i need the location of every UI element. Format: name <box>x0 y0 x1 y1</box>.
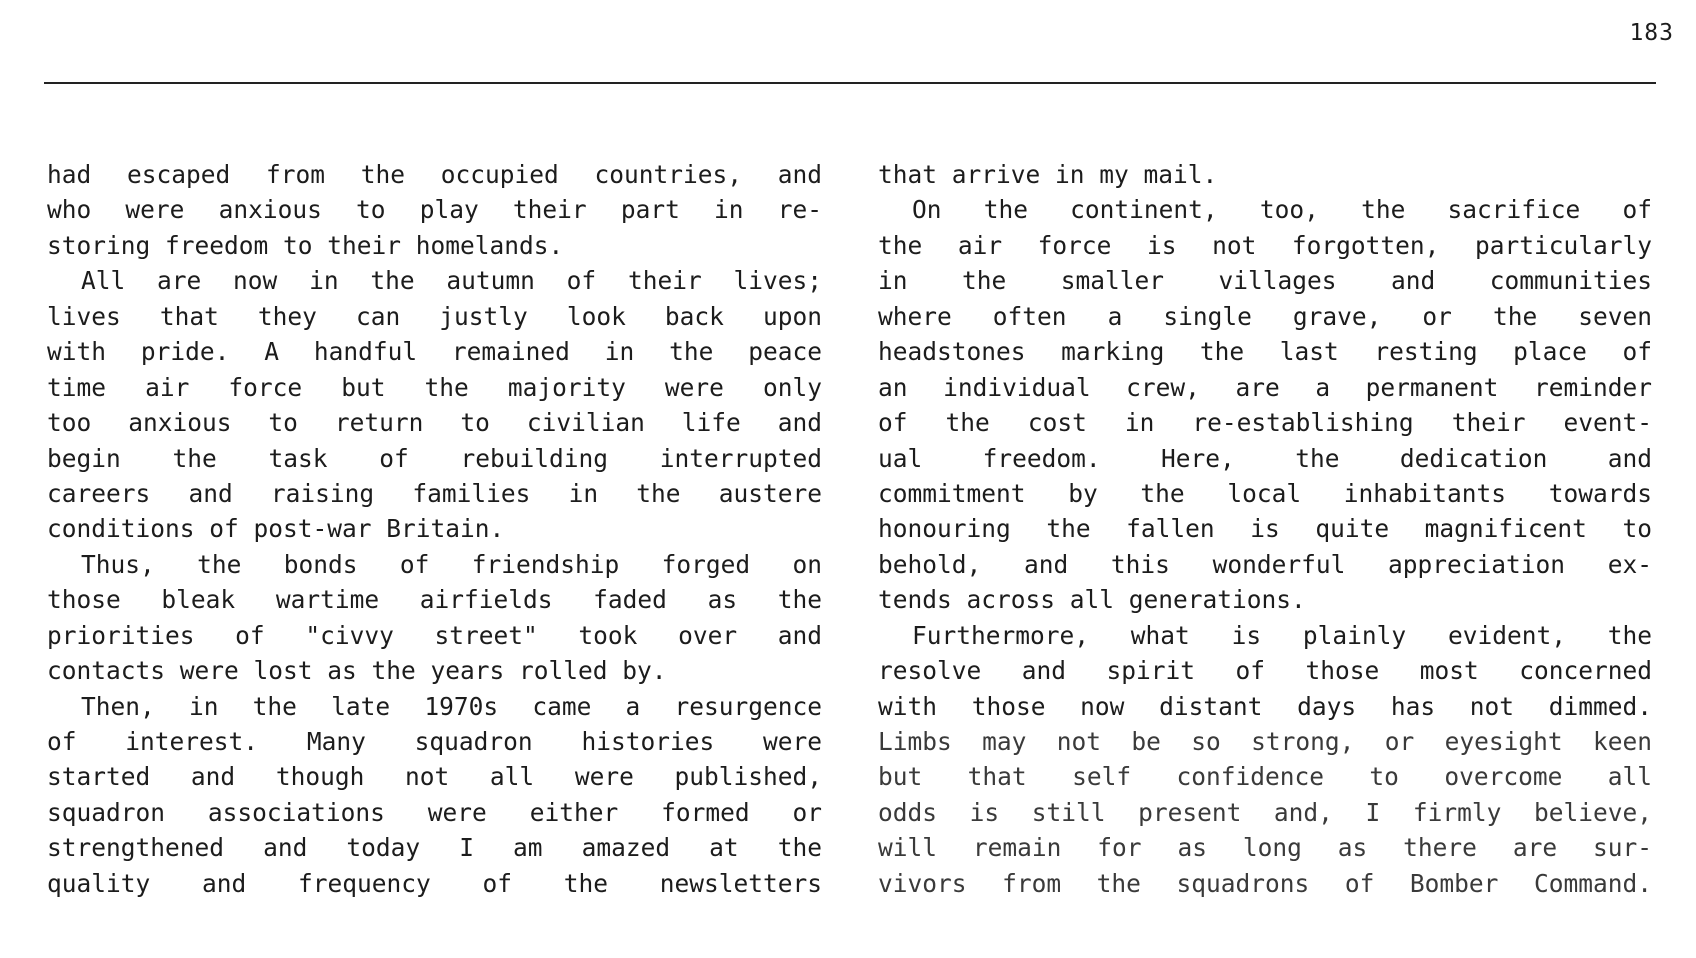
text-line: too anxious to return to civilian life and <box>47 408 822 438</box>
text-line: vivors from the squadrons of Bomber Command. <box>878 868 1652 898</box>
text-line: but that self confidence to overcome all <box>878 762 1652 792</box>
text-line: had escaped from the occupied countries, and <box>47 160 822 189</box>
text-line: quality and frequency of the newsletters <box>47 868 822 898</box>
text-line: headstones marking the last resting place of <box>878 337 1652 367</box>
text-line: priorities of "civvy street" took over and <box>47 620 822 650</box>
text-line: lives that they can justly look back upon <box>47 301 822 331</box>
text-line: where often a single grave, or the seven <box>878 301 1652 331</box>
text-line: behold, and this wonderful appreciation ex- <box>878 549 1652 579</box>
text-line: who were anxious to play their part in re- <box>47 195 822 225</box>
text-line: commitment by the local inhabitants towards <box>878 478 1652 508</box>
text-line: with those now distant days has not dimmed. <box>878 691 1652 721</box>
text-line: conditions of post-war Britain. <box>47 514 505 544</box>
text-line: with pride. A handful remained in the peace <box>47 337 822 367</box>
text-line: contacts were lost as the years rolled by. <box>47 656 667 686</box>
text-line: Then, in the late 1970s came a resurgence <box>81 691 822 721</box>
page-number: 183 <box>1629 20 1674 46</box>
text-line: ual freedom. Here, the dedication and <box>878 443 1652 473</box>
text-line: begin the task of rebuilding interrupted <box>47 443 822 473</box>
text-line: Limbs may not be so strong, or eyesight keen <box>878 727 1652 756</box>
text-line: careers and raising families in the austere <box>47 478 822 508</box>
header-rule <box>44 82 1656 84</box>
text-line: Furthermore, what is plainly evident, the <box>912 620 1652 650</box>
text-line: Thus, the bonds of friendship forged on <box>81 549 822 579</box>
text-line: strengthened and today I am amazed at the <box>47 833 822 863</box>
text-line: that arrive in my mail. <box>878 160 1218 189</box>
text-line: in the smaller villages and communities <box>878 266 1652 296</box>
text-line: of interest. Many squadron histories were <box>47 727 822 756</box>
text-line: time air force but the majority were only <box>47 372 822 402</box>
text-line: On the continent, too, the sacrifice of <box>912 195 1652 225</box>
text-line: an individual crew, are a permanent reminder <box>878 372 1652 402</box>
text-line: honouring the fallen is quite magnificent to <box>878 514 1652 544</box>
right-column <box>878 157 1652 901</box>
text-line: the air force is not forgotten, particularly <box>878 230 1652 260</box>
text-line: tends across all generations. <box>878 585 1306 615</box>
text-line: will remain for as long as there are sur- <box>878 833 1652 863</box>
text-line: All are now in the autumn of their lives; <box>81 266 822 296</box>
text-line: odds is still present and, I firmly believe, <box>878 797 1652 827</box>
text-line: resolve and spirit of those most concerned <box>878 656 1652 686</box>
text-line: of the cost in re-establishing their event- <box>878 408 1652 438</box>
text-line: squadron associations were either formed or <box>47 797 822 827</box>
text-line: started and though not all were published, <box>47 762 822 792</box>
left-column <box>47 157 822 901</box>
text-line: storing freedom to their homelands. <box>47 230 564 260</box>
text-line: those bleak wartime airfields faded as the <box>47 585 822 615</box>
